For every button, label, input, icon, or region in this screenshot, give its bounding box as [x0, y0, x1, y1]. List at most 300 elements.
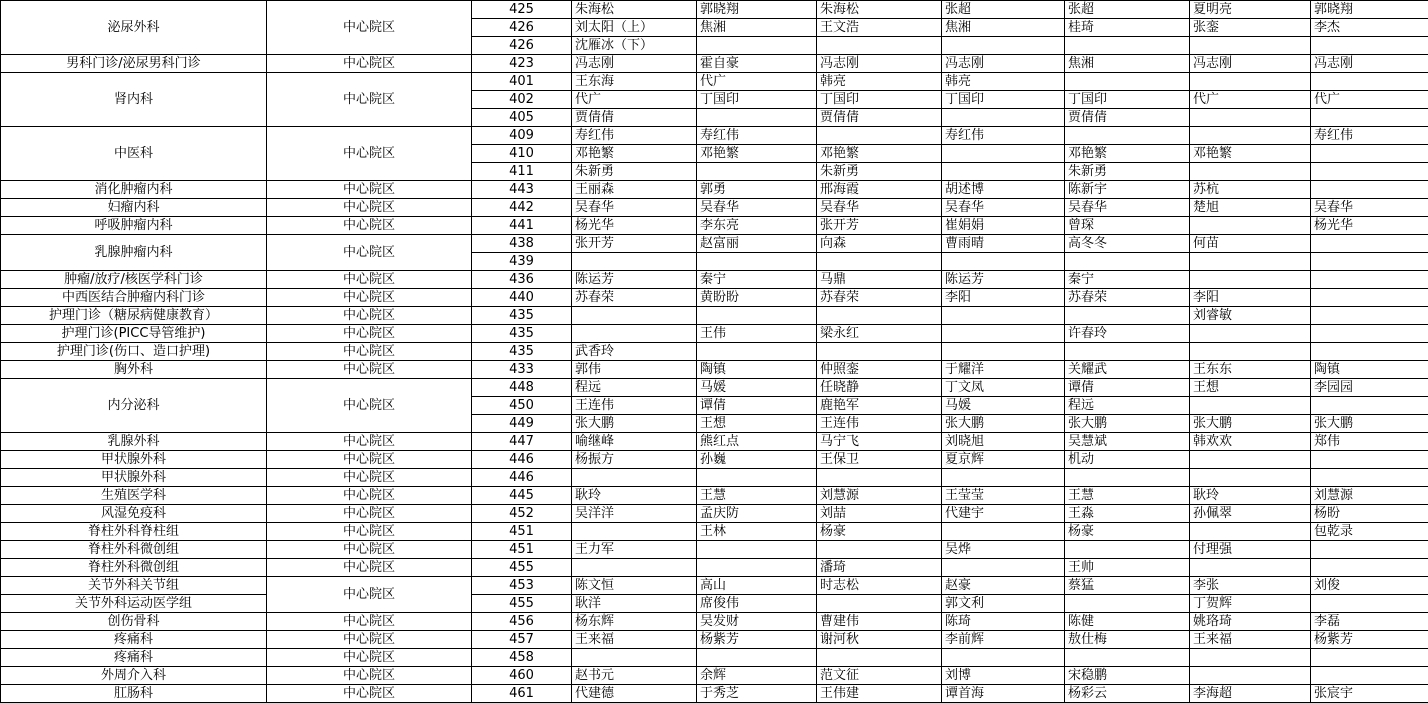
- doctor-cell[interactable]: 于耀洋: [942, 361, 1065, 379]
- room-number-cell[interactable]: 441: [472, 217, 572, 235]
- doctor-cell[interactable]: 机动: [1065, 451, 1190, 469]
- room-number-cell[interactable]: 438: [472, 235, 572, 253]
- doctor-cell[interactable]: [1190, 163, 1311, 181]
- doctor-cell[interactable]: 任晓静: [817, 379, 942, 397]
- room-number-cell[interactable]: 449: [472, 415, 572, 433]
- doctor-cell[interactable]: 马媛: [697, 379, 817, 397]
- campus-cell[interactable]: 中心院区: [267, 379, 472, 433]
- doctor-cell[interactable]: 韩亮: [942, 73, 1065, 91]
- doctor-cell[interactable]: 王东东: [1190, 361, 1311, 379]
- doctor-cell[interactable]: [572, 325, 697, 343]
- doctor-cell[interactable]: 李阳: [1190, 289, 1311, 307]
- doctor-cell[interactable]: 张宸宇: [1311, 685, 1428, 703]
- doctor-cell[interactable]: 张超: [942, 1, 1065, 19]
- doctor-cell[interactable]: [697, 559, 817, 577]
- doctor-cell[interactable]: 王来福: [1190, 631, 1311, 649]
- doctor-cell[interactable]: 刘慧源: [1311, 487, 1428, 505]
- room-number-cell[interactable]: 446: [472, 451, 572, 469]
- doctor-cell[interactable]: [942, 343, 1065, 361]
- doctor-cell[interactable]: 蔡猛: [1065, 577, 1190, 595]
- campus-cell[interactable]: 中心院区: [267, 181, 472, 199]
- doctor-cell[interactable]: [1065, 343, 1190, 361]
- campus-cell[interactable]: 中心院区: [267, 649, 472, 667]
- doctor-cell[interactable]: [1190, 667, 1311, 685]
- doctor-cell[interactable]: 刘太阳（上）: [572, 19, 697, 37]
- doctor-cell[interactable]: [1065, 649, 1190, 667]
- doctor-cell[interactable]: 杨振方: [572, 451, 697, 469]
- doctor-cell[interactable]: [817, 469, 942, 487]
- doctor-cell[interactable]: 寿红伟: [942, 127, 1065, 145]
- doctor-cell[interactable]: [1190, 451, 1311, 469]
- doctor-cell[interactable]: 李杰: [1311, 19, 1428, 37]
- doctor-cell[interactable]: 马媛: [942, 397, 1065, 415]
- doctor-cell[interactable]: 丁国印: [697, 91, 817, 109]
- doctor-cell[interactable]: [572, 559, 697, 577]
- doctor-cell[interactable]: 韩欢欢: [1190, 433, 1311, 451]
- doctor-cell[interactable]: [1190, 325, 1311, 343]
- doctor-cell[interactable]: [572, 649, 697, 667]
- department-cell[interactable]: 脊柱外科微创组: [1, 541, 267, 559]
- doctor-cell[interactable]: 谢河秋: [817, 631, 942, 649]
- doctor-cell[interactable]: 曹雨晴: [942, 235, 1065, 253]
- department-cell[interactable]: 呼吸肿瘤内科: [1, 217, 267, 235]
- doctor-cell[interactable]: [1311, 181, 1428, 199]
- department-cell[interactable]: 消化肿瘤内科: [1, 181, 267, 199]
- room-number-cell[interactable]: 457: [472, 631, 572, 649]
- doctor-cell[interactable]: 王文浩: [817, 19, 942, 37]
- doctor-cell[interactable]: 耿洋: [572, 595, 697, 613]
- doctor-cell[interactable]: 张大鹏: [1190, 415, 1311, 433]
- doctor-cell[interactable]: [1311, 559, 1428, 577]
- doctor-cell[interactable]: [697, 163, 817, 181]
- doctor-cell[interactable]: 王东海: [572, 73, 697, 91]
- campus-cell[interactable]: 中心院区: [267, 685, 472, 703]
- doctor-cell[interactable]: 武香玲: [572, 343, 697, 361]
- doctor-cell[interactable]: 丁贺辉: [1190, 595, 1311, 613]
- campus-cell[interactable]: 中心院区: [267, 631, 472, 649]
- campus-cell[interactable]: 中心院区: [267, 325, 472, 343]
- campus-cell[interactable]: 中心院区: [267, 1, 472, 55]
- room-number-cell[interactable]: 439: [472, 253, 572, 271]
- department-cell[interactable]: 中西医结合肿瘤内科门诊: [1, 289, 267, 307]
- room-number-cell[interactable]: 425: [472, 1, 572, 19]
- doctor-cell[interactable]: 王慧: [1065, 487, 1190, 505]
- doctor-cell[interactable]: [942, 37, 1065, 55]
- doctor-cell[interactable]: 陈文恒: [572, 577, 697, 595]
- doctor-cell[interactable]: 焦湘: [1065, 55, 1190, 73]
- doctor-cell[interactable]: 吴春华: [1065, 199, 1190, 217]
- doctor-cell[interactable]: 杨彩云: [1065, 685, 1190, 703]
- doctor-cell[interactable]: 代广: [572, 91, 697, 109]
- doctor-cell[interactable]: [1065, 469, 1190, 487]
- doctor-cell[interactable]: 郭伟: [572, 361, 697, 379]
- doctor-cell[interactable]: 王帅: [1065, 559, 1190, 577]
- doctor-cell[interactable]: 冯志刚: [817, 55, 942, 73]
- campus-cell[interactable]: 中心院区: [267, 289, 472, 307]
- room-number-cell[interactable]: 440: [472, 289, 572, 307]
- doctor-cell[interactable]: [817, 541, 942, 559]
- doctor-cell[interactable]: 杨东辉: [572, 613, 697, 631]
- doctor-cell[interactable]: [1190, 109, 1311, 127]
- campus-cell[interactable]: 中心院区: [267, 505, 472, 523]
- department-cell[interactable]: 乳腺肿瘤内科: [1, 235, 267, 271]
- doctor-cell[interactable]: 吴慧斌: [1065, 433, 1190, 451]
- room-number-cell[interactable]: 402: [472, 91, 572, 109]
- doctor-cell[interactable]: 霍自豪: [697, 55, 817, 73]
- doctor-cell[interactable]: 秦宁: [697, 271, 817, 289]
- doctor-cell[interactable]: 王想: [1190, 379, 1311, 397]
- campus-cell[interactable]: 中心院区: [267, 271, 472, 289]
- doctor-cell[interactable]: 孙巍: [697, 451, 817, 469]
- doctor-cell[interactable]: 楚旭: [1190, 199, 1311, 217]
- department-cell[interactable]: 泌尿外科: [1, 1, 267, 55]
- department-cell[interactable]: 关节外科关节组: [1, 577, 267, 595]
- doctor-cell[interactable]: [1190, 271, 1311, 289]
- doctor-cell[interactable]: 丁国印: [1065, 91, 1190, 109]
- department-cell[interactable]: 胸外科: [1, 361, 267, 379]
- doctor-cell[interactable]: 朱海松: [817, 1, 942, 19]
- department-cell[interactable]: 肛肠科: [1, 685, 267, 703]
- doctor-cell[interactable]: 余辉: [697, 667, 817, 685]
- room-number-cell[interactable]: 448: [472, 379, 572, 397]
- room-number-cell[interactable]: 435: [472, 307, 572, 325]
- doctor-cell[interactable]: 王伟: [697, 325, 817, 343]
- doctor-cell[interactable]: [817, 37, 942, 55]
- doctor-cell[interactable]: 吴春华: [697, 199, 817, 217]
- department-cell[interactable]: 男科门诊/泌尿男科门诊: [1, 55, 267, 73]
- doctor-cell[interactable]: 张超: [1065, 1, 1190, 19]
- doctor-cell[interactable]: 许春玲: [1065, 325, 1190, 343]
- room-number-cell[interactable]: 411: [472, 163, 572, 181]
- doctor-cell[interactable]: 吴烨: [942, 541, 1065, 559]
- doctor-cell[interactable]: 张大鹏: [1311, 415, 1428, 433]
- doctor-cell[interactable]: 杨紫芳: [697, 631, 817, 649]
- doctor-cell[interactable]: 刘博: [942, 667, 1065, 685]
- doctor-cell[interactable]: 贾倩倩: [572, 109, 697, 127]
- doctor-cell[interactable]: [942, 559, 1065, 577]
- doctor-cell[interactable]: [942, 109, 1065, 127]
- doctor-cell[interactable]: 何苗: [1190, 235, 1311, 253]
- doctor-cell[interactable]: [1190, 343, 1311, 361]
- doctor-cell[interactable]: [572, 307, 697, 325]
- doctor-cell[interactable]: 王连伟: [817, 415, 942, 433]
- doctor-cell[interactable]: [1311, 541, 1428, 559]
- department-cell[interactable]: 肾内科: [1, 73, 267, 127]
- doctor-cell[interactable]: 刘晓旭: [942, 433, 1065, 451]
- doctor-cell[interactable]: [1311, 397, 1428, 415]
- campus-cell[interactable]: 中心院区: [267, 433, 472, 451]
- doctor-cell[interactable]: [1065, 595, 1190, 613]
- department-cell[interactable]: 疼痛科: [1, 649, 267, 667]
- campus-cell[interactable]: 中心院区: [267, 613, 472, 631]
- doctor-cell[interactable]: 王莹莹: [942, 487, 1065, 505]
- doctor-cell[interactable]: 黄盼盼: [697, 289, 817, 307]
- doctor-cell[interactable]: 丁文凤: [942, 379, 1065, 397]
- doctor-cell[interactable]: 韩亮: [817, 73, 942, 91]
- doctor-cell[interactable]: 张大鹏: [1065, 415, 1190, 433]
- doctor-cell[interactable]: 代广: [1311, 91, 1428, 109]
- doctor-cell[interactable]: 高冬冬: [1065, 235, 1190, 253]
- doctor-cell[interactable]: 刘慧源: [817, 487, 942, 505]
- doctor-cell[interactable]: 李前辉: [942, 631, 1065, 649]
- room-number-cell[interactable]: 445: [472, 487, 572, 505]
- doctor-cell[interactable]: 苏春荣: [1065, 289, 1190, 307]
- doctor-cell[interactable]: 杨豪: [1065, 523, 1190, 541]
- doctor-cell[interactable]: [1311, 163, 1428, 181]
- doctor-cell[interactable]: 李阳: [942, 289, 1065, 307]
- doctor-cell[interactable]: [1311, 469, 1428, 487]
- doctor-cell[interactable]: 杨光华: [572, 217, 697, 235]
- doctor-cell[interactable]: 鹿艳军: [817, 397, 942, 415]
- doctor-cell[interactable]: 邓艳繁: [1065, 145, 1190, 163]
- doctor-cell[interactable]: [817, 253, 942, 271]
- department-cell[interactable]: 中医科: [1, 127, 267, 181]
- doctor-cell[interactable]: [1190, 253, 1311, 271]
- doctor-cell[interactable]: [817, 649, 942, 667]
- doctor-cell[interactable]: 程远: [1065, 397, 1190, 415]
- doctor-cell[interactable]: 刘睿敏: [1190, 307, 1311, 325]
- doctor-cell[interactable]: 崔娟娟: [942, 217, 1065, 235]
- doctor-cell[interactable]: 王想: [697, 415, 817, 433]
- campus-cell[interactable]: 中心院区: [267, 127, 472, 181]
- doctor-cell[interactable]: 陈运芳: [942, 271, 1065, 289]
- doctor-cell[interactable]: 朱新勇: [817, 163, 942, 181]
- doctor-cell[interactable]: 冯志刚: [1190, 55, 1311, 73]
- doctor-cell[interactable]: 姚珞琦: [1190, 613, 1311, 631]
- doctor-cell[interactable]: [817, 127, 942, 145]
- doctor-cell[interactable]: 桂琦: [1065, 19, 1190, 37]
- doctor-cell[interactable]: 代广: [1190, 91, 1311, 109]
- campus-cell[interactable]: 中心院区: [267, 73, 472, 127]
- doctor-cell[interactable]: [1311, 667, 1428, 685]
- department-cell[interactable]: 关节外科运动医学组: [1, 595, 267, 613]
- doctor-cell[interactable]: [1311, 595, 1428, 613]
- doctor-cell[interactable]: 邓艳繁: [572, 145, 697, 163]
- doctor-cell[interactable]: 谭倩: [1065, 379, 1190, 397]
- doctor-cell[interactable]: 陈健: [1065, 613, 1190, 631]
- department-cell[interactable]: 创伤骨科: [1, 613, 267, 631]
- doctor-cell[interactable]: [697, 469, 817, 487]
- doctor-cell[interactable]: 曾琛: [1065, 217, 1190, 235]
- doctor-cell[interactable]: [1311, 253, 1428, 271]
- doctor-cell[interactable]: 邓艳繁: [697, 145, 817, 163]
- room-number-cell[interactable]: 433: [472, 361, 572, 379]
- doctor-cell[interactable]: 郭晓翔: [1311, 1, 1428, 19]
- department-cell[interactable]: 生殖医学科: [1, 487, 267, 505]
- doctor-cell[interactable]: 包乾录: [1311, 523, 1428, 541]
- department-cell[interactable]: 妇瘤内科: [1, 199, 267, 217]
- campus-cell[interactable]: 中心院区: [267, 487, 472, 505]
- department-cell[interactable]: 肿瘤/放疗/核医学科门诊: [1, 271, 267, 289]
- doctor-cell[interactable]: 王力军: [572, 541, 697, 559]
- doctor-cell[interactable]: 赵富丽: [697, 235, 817, 253]
- doctor-cell[interactable]: 李东亮: [697, 217, 817, 235]
- doctor-cell[interactable]: [697, 307, 817, 325]
- doctor-cell[interactable]: 李海超: [1190, 685, 1311, 703]
- doctor-cell[interactable]: 席俊伟: [697, 595, 817, 613]
- doctor-cell[interactable]: [1311, 145, 1428, 163]
- room-number-cell[interactable]: 436: [472, 271, 572, 289]
- doctor-cell[interactable]: 时志松: [817, 577, 942, 595]
- doctor-cell[interactable]: [1065, 37, 1190, 55]
- doctor-cell[interactable]: [817, 343, 942, 361]
- doctor-cell[interactable]: 敖仕梅: [1065, 631, 1190, 649]
- doctor-cell[interactable]: [1190, 559, 1311, 577]
- doctor-cell[interactable]: 冯志刚: [1311, 55, 1428, 73]
- doctor-cell[interactable]: 关耀武: [1065, 361, 1190, 379]
- campus-cell[interactable]: 中心院区: [267, 199, 472, 217]
- campus-cell[interactable]: 中心院区: [267, 667, 472, 685]
- doctor-cell[interactable]: 王慧: [697, 487, 817, 505]
- doctor-cell[interactable]: [697, 253, 817, 271]
- doctor-cell[interactable]: 吴发财: [697, 613, 817, 631]
- doctor-cell[interactable]: [1311, 343, 1428, 361]
- doctor-cell[interactable]: [1311, 73, 1428, 91]
- doctor-cell[interactable]: [942, 307, 1065, 325]
- doctor-cell[interactable]: 付理强: [1190, 541, 1311, 559]
- doctor-cell[interactable]: [1311, 235, 1428, 253]
- doctor-cell[interactable]: 吴春华: [572, 199, 697, 217]
- room-number-cell[interactable]: 456: [472, 613, 572, 631]
- doctor-cell[interactable]: 刘喆: [817, 505, 942, 523]
- doctor-cell[interactable]: [1311, 307, 1428, 325]
- doctor-cell[interactable]: 朱新勇: [572, 163, 697, 181]
- doctor-cell[interactable]: [1065, 307, 1190, 325]
- doctor-cell[interactable]: [1190, 649, 1311, 667]
- doctor-cell[interactable]: 丁国印: [942, 91, 1065, 109]
- doctor-cell[interactable]: [1190, 73, 1311, 91]
- doctor-cell[interactable]: 耿玲: [572, 487, 697, 505]
- doctor-cell[interactable]: 王伟建: [817, 685, 942, 703]
- campus-cell[interactable]: 中心院区: [267, 523, 472, 541]
- campus-cell[interactable]: 中心院区: [267, 469, 472, 487]
- room-number-cell[interactable]: 461: [472, 685, 572, 703]
- doctor-cell[interactable]: [1311, 109, 1428, 127]
- doctor-cell[interactable]: [697, 343, 817, 361]
- doctor-cell[interactable]: 马鼎: [817, 271, 942, 289]
- doctor-cell[interactable]: 孟庆防: [697, 505, 817, 523]
- doctor-cell[interactable]: 陈琦: [942, 613, 1065, 631]
- room-number-cell[interactable]: 443: [472, 181, 572, 199]
- room-number-cell[interactable]: 447: [472, 433, 572, 451]
- doctor-cell[interactable]: [1311, 37, 1428, 55]
- doctor-cell[interactable]: 杨光华: [1311, 217, 1428, 235]
- campus-cell[interactable]: 中心院区: [267, 235, 472, 271]
- doctor-cell[interactable]: 吴春华: [942, 199, 1065, 217]
- doctor-cell[interactable]: [1190, 397, 1311, 415]
- doctor-cell[interactable]: 谭首海: [942, 685, 1065, 703]
- doctor-cell[interactable]: [1311, 325, 1428, 343]
- campus-cell[interactable]: 中心院区: [267, 307, 472, 325]
- doctor-cell[interactable]: 陶镇: [1311, 361, 1428, 379]
- room-number-cell[interactable]: 450: [472, 397, 572, 415]
- doctor-cell[interactable]: 寿红伟: [697, 127, 817, 145]
- department-cell[interactable]: 乳腺外科: [1, 433, 267, 451]
- doctor-cell[interactable]: 贾倩倩: [817, 109, 942, 127]
- doctor-cell[interactable]: 郭勇: [697, 181, 817, 199]
- doctor-cell[interactable]: [1190, 217, 1311, 235]
- doctor-cell[interactable]: 郭晓翔: [697, 1, 817, 19]
- department-cell[interactable]: 风湿免疫科: [1, 505, 267, 523]
- campus-cell[interactable]: 中心院区: [267, 361, 472, 379]
- department-cell[interactable]: 甲状腺外科: [1, 451, 267, 469]
- doctor-cell[interactable]: [1065, 541, 1190, 559]
- doctor-cell[interactable]: [572, 469, 697, 487]
- campus-cell[interactable]: 中心院区: [267, 217, 472, 235]
- doctor-cell[interactable]: 沈雁冰（下）: [572, 37, 697, 55]
- doctor-cell[interactable]: [1190, 37, 1311, 55]
- doctor-cell[interactable]: 王淼: [1065, 505, 1190, 523]
- doctor-cell[interactable]: 梁永红: [817, 325, 942, 343]
- doctor-cell[interactable]: [942, 253, 1065, 271]
- doctor-cell[interactable]: 杨盼: [1311, 505, 1428, 523]
- room-number-cell[interactable]: 409: [472, 127, 572, 145]
- doctor-cell[interactable]: 焦湘: [697, 19, 817, 37]
- doctor-cell[interactable]: [1065, 127, 1190, 145]
- room-number-cell[interactable]: 435: [472, 325, 572, 343]
- doctor-cell[interactable]: [572, 523, 697, 541]
- doctor-cell[interactable]: 张大鹏: [572, 415, 697, 433]
- doctor-cell[interactable]: 宋稳鹏: [1065, 667, 1190, 685]
- doctor-cell[interactable]: [1190, 469, 1311, 487]
- room-number-cell[interactable]: 460: [472, 667, 572, 685]
- doctor-cell[interactable]: 寿红伟: [572, 127, 697, 145]
- doctor-cell[interactable]: 焦湘: [942, 19, 1065, 37]
- doctor-cell[interactable]: 朱海松: [572, 1, 697, 19]
- doctor-cell[interactable]: [697, 541, 817, 559]
- doctor-cell[interactable]: 吴春华: [1311, 199, 1428, 217]
- doctor-cell[interactable]: 范文征: [817, 667, 942, 685]
- room-number-cell[interactable]: 426: [472, 19, 572, 37]
- doctor-cell[interactable]: [1311, 271, 1428, 289]
- doctor-cell[interactable]: 夏明亮: [1190, 1, 1311, 19]
- doctor-cell[interactable]: 于秀芝: [697, 685, 817, 703]
- doctor-cell[interactable]: [942, 649, 1065, 667]
- department-cell[interactable]: 疼痛科: [1, 631, 267, 649]
- room-number-cell[interactable]: 455: [472, 559, 572, 577]
- room-number-cell[interactable]: 455: [472, 595, 572, 613]
- doctor-cell[interactable]: [1311, 289, 1428, 307]
- doctor-cell[interactable]: [817, 595, 942, 613]
- doctor-cell[interactable]: [1311, 451, 1428, 469]
- doctor-cell[interactable]: 郭文利: [942, 595, 1065, 613]
- department-cell[interactable]: 护理门诊（糖尿病健康教育）: [1, 307, 267, 325]
- room-number-cell[interactable]: 458: [472, 649, 572, 667]
- doctor-cell[interactable]: 胡述博: [942, 181, 1065, 199]
- doctor-cell[interactable]: 赵书元: [572, 667, 697, 685]
- doctor-cell[interactable]: [697, 109, 817, 127]
- campus-cell[interactable]: 中心院区: [267, 559, 472, 577]
- doctor-cell[interactable]: [1190, 523, 1311, 541]
- doctor-cell[interactable]: [817, 307, 942, 325]
- doctor-cell[interactable]: [942, 163, 1065, 181]
- doctor-cell[interactable]: 夏京辉: [942, 451, 1065, 469]
- doctor-cell[interactable]: 仲照銮: [817, 361, 942, 379]
- doctor-cell[interactable]: 潘琦: [817, 559, 942, 577]
- doctor-cell[interactable]: 刘俊: [1311, 577, 1428, 595]
- room-number-cell[interactable]: 451: [472, 541, 572, 559]
- department-cell[interactable]: 护理门诊(伤口、造口护理): [1, 343, 267, 361]
- doctor-cell[interactable]: 谭倩: [697, 397, 817, 415]
- doctor-cell[interactable]: [1190, 127, 1311, 145]
- doctor-cell[interactable]: 邓艳繁: [1190, 145, 1311, 163]
- room-number-cell[interactable]: 446: [472, 469, 572, 487]
- doctor-cell[interactable]: 王来福: [572, 631, 697, 649]
- doctor-cell[interactable]: 苏春荣: [817, 289, 942, 307]
- doctor-cell[interactable]: 代建德: [572, 685, 697, 703]
- doctor-cell[interactable]: 邓艳繁: [817, 145, 942, 163]
- doctor-cell[interactable]: 程远: [572, 379, 697, 397]
